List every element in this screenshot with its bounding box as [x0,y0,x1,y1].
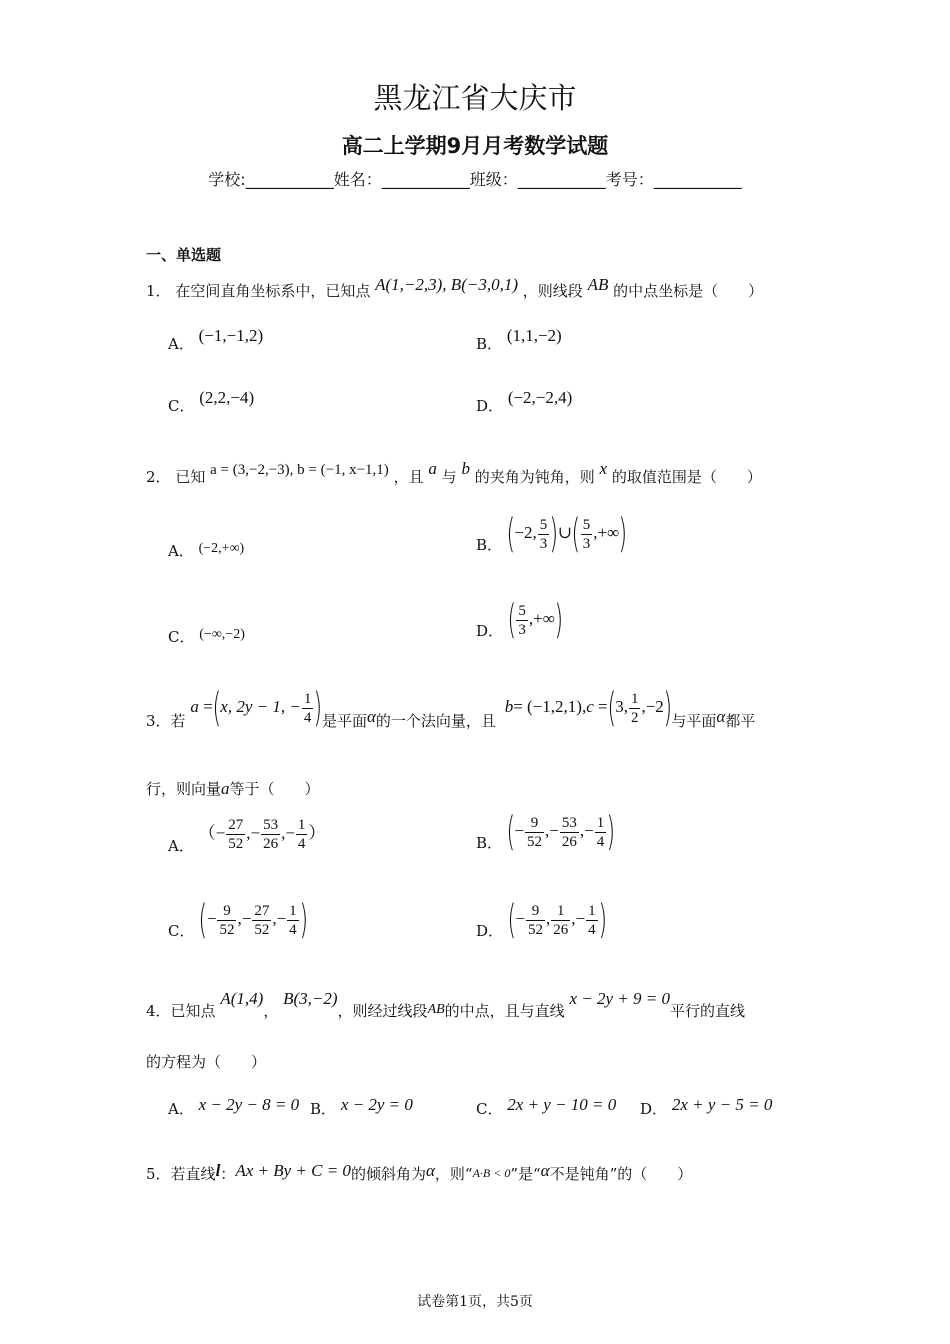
page-title: 黑龙江省大庆市 [373,81,577,115]
question-3-continued: 行，则向量a等于（ ） [146,779,320,798]
exam-subtitle: 高二上学期9月月考数学试题 [341,134,609,158]
option-value: (−2,+∞) [198,541,245,556]
question-text: 的中点坐标是（ ） [613,282,764,300]
option-a[interactable]: A． （− $\frac{27}{52}$ ,− $\frac{53}{26}$ ,− $\frac{1}{4}$ ） [168,817,326,855]
option-value: (−∞,−2) [199,627,245,642]
option-d[interactable] [476,388,573,416]
option-value: (−1,−1,2) [198,326,264,345]
option-a[interactable] [168,540,244,561]
option-c[interactable] [168,626,245,647]
question-text: ，则线段 [522,282,583,300]
option-b[interactable] [476,326,562,354]
option-value: (2,2,−4) [199,388,255,407]
option-value: 2x + y − 10 = 0 [507,1095,617,1114]
option-label: B． [476,536,503,554]
question-number: 2． [146,468,171,486]
option-value: x − 2y − 8 = 0 [198,1095,300,1114]
question-text: 在空间直角坐标系中，已知点 [175,282,371,300]
option-label: A． [168,335,194,353]
vector-a: a [428,459,437,478]
option-b[interactable] [310,1095,413,1119]
question-4: 4．已知点 A(1,4)， B(3,−2)，则经过线段AB的中点，且与直线 x − 2y + 9 = 0平行的直线 [146,989,745,1020]
option-label: A． [168,542,194,560]
option-a[interactable] [168,1095,300,1119]
option-c[interactable] [168,388,255,416]
option-label: D． [640,1100,668,1118]
question-text: ，且 [393,468,424,486]
option-label: C． [476,1100,503,1118]
option-d[interactable]: D． ( $\frac{5}{3}$ ,+∞) [476,597,563,643]
option-c[interactable] [476,1095,617,1119]
option-value: (1,1,−2) [506,326,562,345]
option-label: D． [476,922,504,940]
question-4-continued: 的方程为（ ） [146,1053,267,1071]
option-d[interactable]: D． (− $\frac{9}{52}$ , $\frac{1}{26}$ ,− $\frac{1}{4}$ ) [476,897,607,943]
option-label: B． [310,1100,337,1118]
option-label: C． [168,628,195,646]
option-value: (−2,−2,4) [507,388,573,407]
question-text: 已知 [175,468,206,486]
question-1 [146,275,764,301]
option-label: B． [476,335,503,353]
question-number: 3． [146,712,171,730]
option-label: C． [168,397,195,415]
question-2 [146,459,762,487]
vector-b: b [461,459,470,478]
option-label: D． [476,622,504,640]
option-d[interactable] [640,1095,773,1119]
math-expression: AB [587,275,609,294]
question-5: 5．若直线l：Ax + By + C = 0的倾斜角为α，则“A·B < 0”是“α不是钝角”的（ ） [146,1161,693,1183]
section-title: 一、单选题 [146,246,222,264]
option-c[interactable]: C． (− $\frac{9}{52}$ ,− $\frac{27}{52}$ ,− $\frac{1}{4}$ ) [168,897,308,943]
math-variable: x [599,459,608,478]
option-label: C． [168,922,195,940]
option-b[interactable]: B． (− $\frac{9}{52}$ ,− $\frac{53}{26}$ ,− $\frac{1}{4}$ ) [476,809,616,855]
option-value: x − 2y = 0 [340,1095,413,1114]
page-footer: 试卷第1页，共5页 [417,1294,533,1310]
option-b[interactable]: B． (−2, $\frac{5}{3}$ )∪( $\frac{5}{3}$ ,+∞) [476,511,628,557]
question-text: 与 [441,468,457,486]
question-text: 的取值范围是（ ） [611,468,762,486]
question-number: 5． [146,1165,171,1183]
option-label: A． [168,1100,194,1118]
student-info-line: 学校:___________姓名：___________班级：___________考号：___________ [208,170,742,189]
math-expression: A(1,−2,3), B(−3,0,1) [375,275,518,294]
option-label: B． [476,834,503,852]
option-a[interactable] [168,326,264,354]
question-number: 1． [146,282,171,300]
question-text: 的夹角为钝角，则 [474,468,595,486]
question-number: 4． [146,1002,171,1020]
option-label: D． [476,397,504,415]
option-label: A． [168,836,194,855]
option-value: 2x + y − 5 = 0 [671,1095,773,1114]
math-expression: a = (3,−2,−3), b = (−1, x−1,1) [210,462,389,478]
question-3: 3．若 a =(x, 2y − 1, − $\frac{1}{4}$ )是平面α的一个法向量，且 b= (−1,2,1),c =(3, $\frac{1}{2}$ ,−2)与平面α都平 [146,685,756,731]
